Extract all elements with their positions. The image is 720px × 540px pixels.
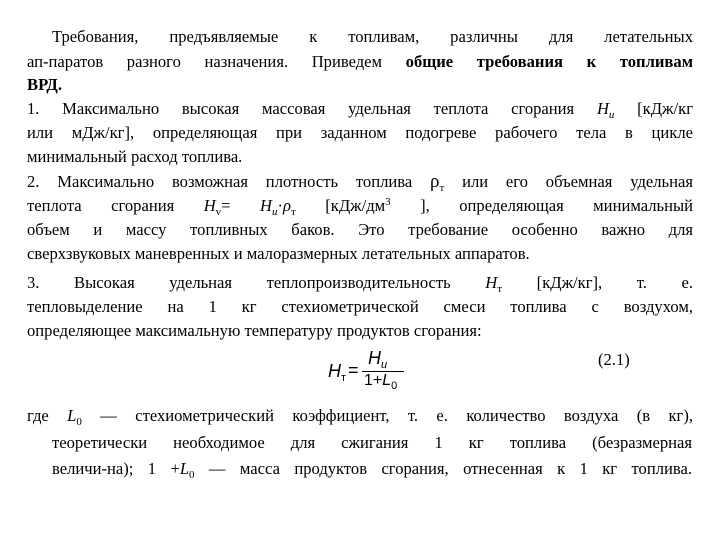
superscript: 3 xyxy=(385,196,391,208)
symbol-L: L xyxy=(179,459,190,478)
paragraph-line xyxy=(52,26,693,48)
formula-numerator xyxy=(368,348,387,369)
formula-denominator-symbol: L xyxy=(382,372,392,389)
symbol-H: H xyxy=(596,99,609,118)
formula-denominator xyxy=(364,372,397,390)
text-span: — масса продуктов сгорания, отнесенная к 1 кг топлива. xyxy=(194,459,692,478)
paragraph-line xyxy=(27,320,693,342)
text-span: [кДж/дм xyxy=(295,196,386,215)
paragraph-line xyxy=(27,74,693,96)
paragraph-line xyxy=(27,219,693,241)
text-span: определяющее максимальную температуру продуктов сгорания: xyxy=(27,321,482,340)
subscript: 0 xyxy=(189,469,195,481)
text-span: теплота сгорания xyxy=(27,196,204,215)
paragraph-line xyxy=(27,272,693,294)
paragraph-line xyxy=(27,171,693,193)
symbol-L: L xyxy=(67,406,77,425)
formula-numerator-symbol: H xyxy=(368,348,381,368)
text-span: — стехиометрический коэффициент, т. е. количество воздуха (в кг), xyxy=(81,406,694,425)
subscript: u xyxy=(271,206,278,218)
formula-lhs-symbol: H xyxy=(328,361,341,381)
symbol-H: H xyxy=(259,196,272,215)
paragraph-line xyxy=(27,243,693,265)
symbol-H: H xyxy=(485,273,498,292)
text-span: [кДж/кг], т. е. xyxy=(502,273,693,292)
paragraph-line xyxy=(27,405,693,427)
text-span: 3. Высокая удельная теплопроизводительность xyxy=(27,273,486,292)
bold-text-span: ВРД. xyxy=(27,75,62,94)
paragraph-line xyxy=(27,195,693,217)
text-span: сверхзвуковых маневренных и малоразмерных летательных аппаратов. xyxy=(27,244,530,263)
text-span: или мДж/кг], определяющая при заданном подогреве рабочего тела в цикле xyxy=(27,123,693,142)
text-span: или его объемная удельная xyxy=(444,172,693,191)
text-span: минимальный расход топлива. xyxy=(27,147,243,166)
text-span: ], определяющая минимальный xyxy=(390,196,693,215)
subscript: т xyxy=(439,182,445,194)
formula-numerator-subscript: u xyxy=(381,359,388,371)
text-span: объем и массу топливных баков. Это требование особенно важно для xyxy=(27,220,693,239)
text-span: = xyxy=(221,196,260,215)
formula-2-1 xyxy=(328,350,408,394)
paragraph-line xyxy=(27,146,693,168)
paragraph-line xyxy=(27,296,693,318)
symbol-rho: ρ xyxy=(430,171,440,192)
subscript: т xyxy=(290,206,296,218)
formula-denominator-subscript: 0 xyxy=(391,380,398,392)
text-span: тепловыделение на 1 кг стехиометрической смеси топлива с воздухом, xyxy=(27,297,693,316)
text-span: где xyxy=(27,406,68,425)
text-span: ап-паратов разного назначения. Приведем xyxy=(27,52,406,71)
subscript: u xyxy=(608,109,615,121)
equation-number: (2.1) xyxy=(598,350,630,369)
paragraph-line xyxy=(52,458,692,480)
subscript: 0 xyxy=(76,416,82,428)
bold-text-span: общие требования к топливам xyxy=(405,52,693,71)
paragraph-line xyxy=(27,51,693,73)
paragraph-line xyxy=(27,98,693,120)
text-span: [кДж/кг xyxy=(614,99,694,118)
formula-equals: = xyxy=(348,360,359,380)
text-span: теоретически необходимое для сжигания 1 кг топлива (безразмерная xyxy=(52,433,692,452)
text-span: величи-на); 1 + xyxy=(52,459,180,478)
formula-lhs xyxy=(328,361,346,382)
text-span: · xyxy=(277,196,283,215)
text-span: 1. Максимально высокая массовая удельная теплота сгорания xyxy=(27,99,597,118)
subscript: т xyxy=(497,283,503,295)
formula-denominator-prefix: 1+ xyxy=(364,372,383,389)
symbol-rho: ρ xyxy=(283,196,291,215)
symbol-H: H xyxy=(203,196,216,215)
paragraph-line xyxy=(27,122,693,144)
formula-lhs-subscript: т xyxy=(341,372,347,384)
text-span: 2. Максимально возможная плотность топлива xyxy=(27,172,431,191)
subscript: v xyxy=(215,206,222,218)
paragraph-line xyxy=(52,432,692,454)
text-span: Требования, предъявляемые к топливам, различны для летательных xyxy=(52,27,693,46)
